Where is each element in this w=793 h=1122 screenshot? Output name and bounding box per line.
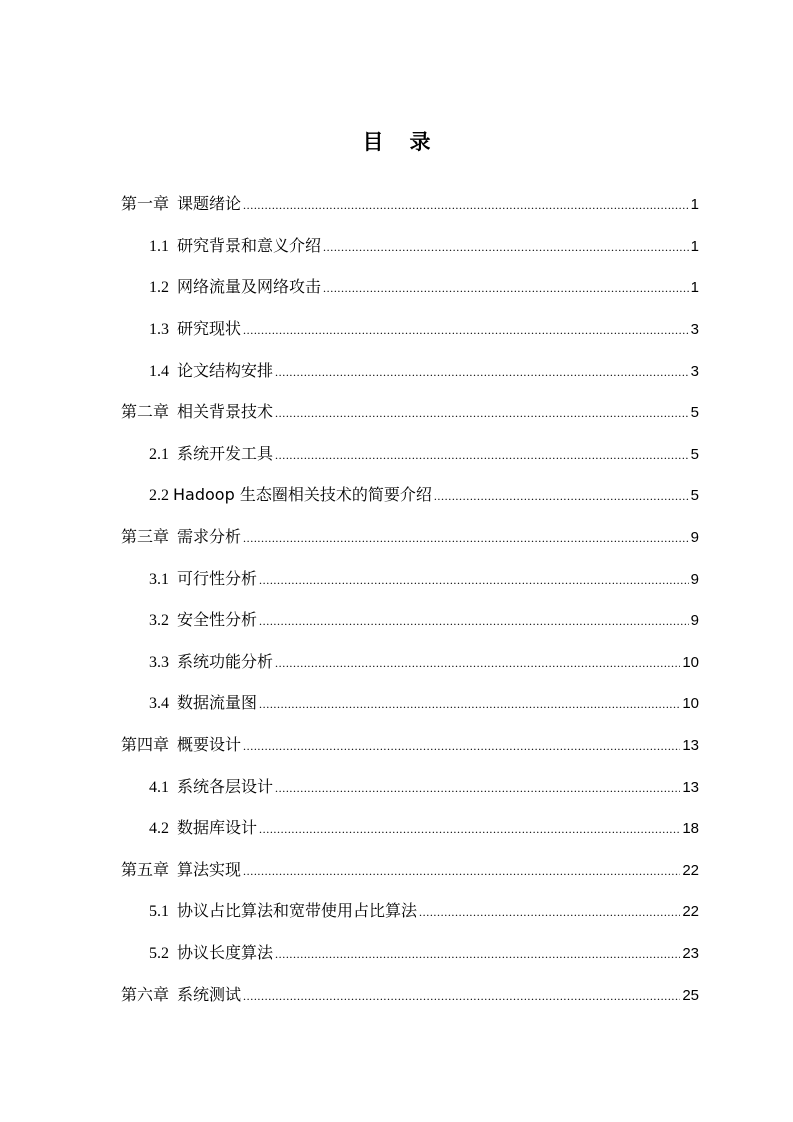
toc-entry-page: 1: [690, 279, 699, 296]
toc-entry-label: 研究背景和意义介绍: [177, 236, 322, 255]
toc-entry-label: 安全性分析: [177, 610, 258, 629]
toc-entry[interactable]: [149, 483, 699, 507]
toc-entry-page: 5: [690, 404, 699, 421]
toc-leader-dots: [243, 734, 680, 758]
toc-entry-number: 1.1: [149, 238, 169, 255]
toc-entry-number: 5.1: [149, 903, 169, 920]
toc-leader-dots: [259, 609, 689, 633]
toc-entry[interactable]: [121, 400, 699, 424]
toc-leader-dots: [243, 859, 680, 883]
toc-entry-page: 1: [690, 196, 699, 213]
toc-entry-page: 13: [682, 779, 699, 796]
toc-entry[interactable]: [149, 650, 699, 674]
toc-entry[interactable]: [149, 816, 699, 840]
toc-entry-number: 1.4: [149, 363, 169, 380]
toc-entry[interactable]: [149, 691, 699, 715]
toc-entry-label: 协议占比算法和宽带使用占比算法: [177, 901, 418, 920]
toc-entry-page: 22: [682, 862, 699, 879]
toc-entry[interactable]: [149, 608, 699, 632]
toc-leader-dots: [419, 900, 680, 924]
toc-entry-page: 10: [682, 654, 699, 671]
toc-leader-dots: [259, 568, 689, 592]
toc-entry-page: 18: [682, 820, 699, 837]
toc-entry-page: 5: [690, 487, 699, 504]
toc-entry-page: 10: [682, 695, 699, 712]
toc-entry-page: 3: [690, 321, 699, 338]
toc-entry[interactable]: [149, 442, 699, 466]
toc-leader-dots: [275, 942, 680, 966]
toc-leader-dots: [243, 193, 689, 217]
toc-entry-page: 22: [682, 903, 699, 920]
toc-leader-dots: [243, 526, 689, 550]
toc-entry-number: 3.4: [149, 695, 169, 712]
toc-entry-label: 论文结构安排: [177, 361, 274, 380]
toc-entry-label: 算法实现: [177, 860, 242, 879]
toc-entry-label: 系统功能分析: [177, 652, 274, 671]
toc-leader-dots: [275, 360, 689, 384]
toc-entry-label: 可行性分析: [177, 569, 258, 588]
toc-entry-label: 数据库设计: [177, 818, 258, 837]
toc-leader-dots: [243, 984, 680, 1008]
toc-entry-label: 相关背景技术: [177, 402, 274, 421]
toc-entry[interactable]: [121, 983, 699, 1007]
toc-entry[interactable]: [121, 525, 699, 549]
toc-entry-page: 5: [690, 446, 699, 463]
toc-entry-label: 系统开发工具: [177, 444, 274, 463]
toc-entry-page: 23: [682, 945, 699, 962]
toc-entry-label: 研究现状: [177, 319, 242, 338]
toc-entry-label: 课题绪论: [177, 194, 242, 213]
toc-entry-label: 系统测试: [177, 985, 242, 1004]
toc-entry-page: 3: [690, 363, 699, 380]
toc-title: 目录: [362, 130, 457, 154]
toc-entry[interactable]: [149, 275, 699, 299]
toc-leader-dots: [275, 443, 689, 467]
toc-entry-number: 第一章: [121, 194, 170, 213]
toc-leader-dots: [259, 692, 680, 716]
toc-entry[interactable]: [149, 359, 699, 383]
toc-leader-dots: [434, 484, 689, 508]
toc-entry-number: 2.1: [149, 446, 169, 463]
toc-entry[interactable]: [149, 234, 699, 258]
toc-leader-dots: [275, 776, 680, 800]
toc-entry[interactable]: [149, 567, 699, 591]
toc-entry[interactable]: [121, 858, 699, 882]
toc-entry-label: 概要设计: [177, 735, 242, 754]
toc-entry-number: 2.2: [149, 487, 169, 504]
toc-entry-page: 9: [690, 529, 699, 546]
toc-leader-dots: [243, 318, 689, 342]
toc-entry-number: 4.1: [149, 779, 169, 796]
toc-entry-number: 1.2: [149, 279, 169, 296]
toc-entry-number: 第三章: [121, 527, 170, 546]
toc-entry-number: 3.3: [149, 654, 169, 671]
toc-entry-number: 第二章: [121, 402, 170, 421]
toc-leader-dots: [259, 817, 680, 841]
toc-entry-number: 1.3: [149, 321, 169, 338]
toc-entry-page: 9: [690, 571, 699, 588]
toc-entry-label: Hadoop 生态圈相关技术的简要介绍: [173, 485, 432, 504]
toc-entry-label: 需求分析: [177, 527, 242, 546]
toc-entry[interactable]: [121, 733, 699, 757]
toc-entry-number: 5.2: [149, 945, 169, 962]
toc-entry-number: 3.2: [149, 612, 169, 629]
toc-entry-label: 网络流量及网络攻击: [177, 277, 322, 296]
toc-entry[interactable]: [149, 941, 699, 965]
toc-entry-page: 1: [690, 238, 699, 255]
toc-entry[interactable]: [149, 317, 699, 341]
toc-entry-number: 第五章: [121, 860, 170, 879]
toc-leader-dots: [275, 651, 680, 675]
toc-entry[interactable]: [149, 899, 699, 923]
toc-entry-page: 9: [690, 612, 699, 629]
toc-entry-label: 系统各层设计: [177, 777, 274, 796]
toc-entry[interactable]: [121, 192, 699, 216]
toc-entry-number: 第六章: [121, 985, 170, 1004]
toc-entry-number: 第四章: [121, 735, 170, 754]
toc-entry-page: 25: [682, 987, 699, 1004]
toc-leader-dots: [275, 401, 689, 425]
toc-entry-label: 协议长度算法: [177, 943, 274, 962]
toc-entry-label: 数据流量图: [177, 693, 258, 712]
toc-leader-dots: [323, 235, 689, 259]
toc-entry-number: 3.1: [149, 571, 169, 588]
toc-leader-dots: [323, 276, 689, 300]
toc-entry-page: 13: [682, 737, 699, 754]
toc-entry[interactable]: [149, 775, 699, 799]
toc-entry-number: 4.2: [149, 820, 169, 837]
